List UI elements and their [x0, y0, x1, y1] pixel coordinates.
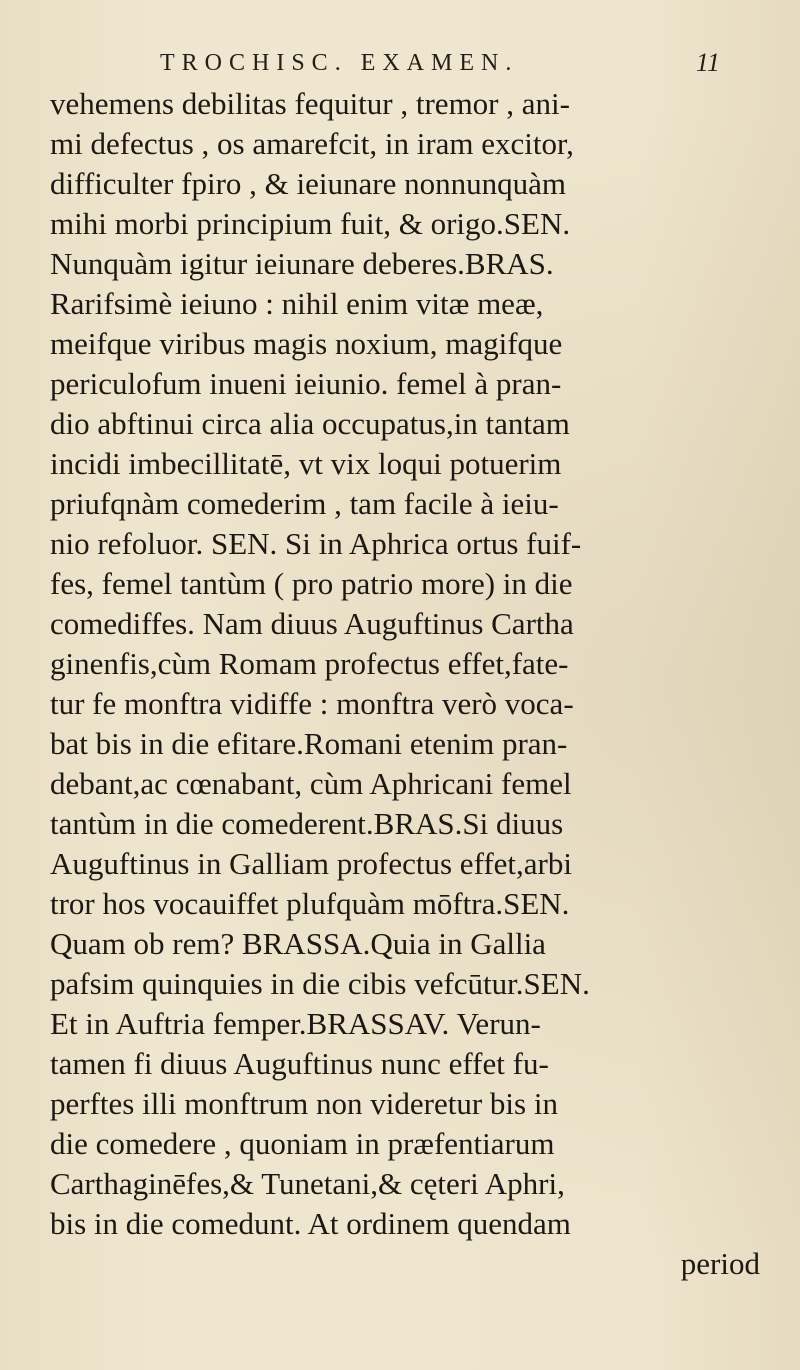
body-text	[50, 84, 768, 1284]
text-line: debant,ac cœnabant, cùm Aphricani femel	[50, 766, 572, 801]
text-line: incidi imbecillitatē, vt vix loqui potuerim	[50, 446, 562, 481]
text-line: ginenfis,cùm Romam profectus effet,fate-	[50, 646, 569, 681]
text-line: perftes illi monftrum non videretur bis in	[50, 1086, 558, 1121]
page-header	[160, 44, 720, 84]
text-line: nio refoluor. SEN. Si in Aphrica ortus fuif-	[50, 526, 582, 561]
text-line: vehemens debilitas fequitur , tremor , ani-	[50, 86, 570, 121]
text-line: pafsim quinquies in die cibis vefcūtur.SEN.	[50, 966, 590, 1001]
text-line: tantùm in die comederent.BRAS.Si diuus	[50, 806, 564, 841]
text-line: dio abftinui circa alia occupatus,in tantam	[50, 406, 570, 441]
text-line: Rarifsimè ieiuno : nihil enim vitæ meæ,	[50, 286, 544, 321]
text-line: priufqnàm comederim , tam facile à ieiu-	[50, 486, 559, 521]
text-line: difficulter fpiro , & ieiunare nonnunquàm	[50, 166, 566, 201]
text-line: tur fe monftra vidiffe : monftra verò voca-	[50, 686, 574, 721]
text-line: bis in die comedunt. At ordinem quendam	[50, 1206, 571, 1241]
text-line: Et in Auftria femper.BRASSAV. Verun-	[50, 1006, 541, 1041]
text-line: fes, femel tantùm ( pro patrio more) in die	[50, 566, 573, 601]
text-line: mihi morbi principium fuit, & origo.SEN.	[50, 206, 571, 241]
text-line: periculofum inueni ieiunio. femel à pran-	[50, 366, 562, 401]
text-line: mi defectus , os amarefcit, in iram excitor,	[50, 126, 574, 161]
text-line: Nunquàm igitur ieiunare deberes.BRAS.	[50, 246, 554, 281]
catchword: period	[680, 1246, 760, 1281]
text-line: Auguftinus in Galliam profectus effet,arbi	[50, 846, 572, 881]
text-line: tror hos vocauiffet plufquàm mōftra.SEN.	[50, 886, 570, 921]
running-title: TROCHISC. EXAMEN.	[160, 50, 519, 76]
text-line: Carthaginēfes,& Tunetani,& cęteri Aphri,	[50, 1166, 565, 1201]
text-line: comediffes. Nam diuus Auguftinus Cartha	[50, 606, 574, 641]
text-line: Quam ob rem? BRASSA.Quia in Gallia	[50, 926, 546, 961]
text-line: die comedere , quoniam in præfentiarum	[50, 1126, 555, 1161]
text-line: meifque viribus magis noxium, magifque	[50, 326, 563, 361]
text-line: tamen fi diuus Auguftinus nunc effet fu-	[50, 1046, 549, 1081]
page-number: 11	[695, 48, 720, 77]
text-line: bat bis in die efitare.Romani etenim pran-	[50, 726, 568, 761]
